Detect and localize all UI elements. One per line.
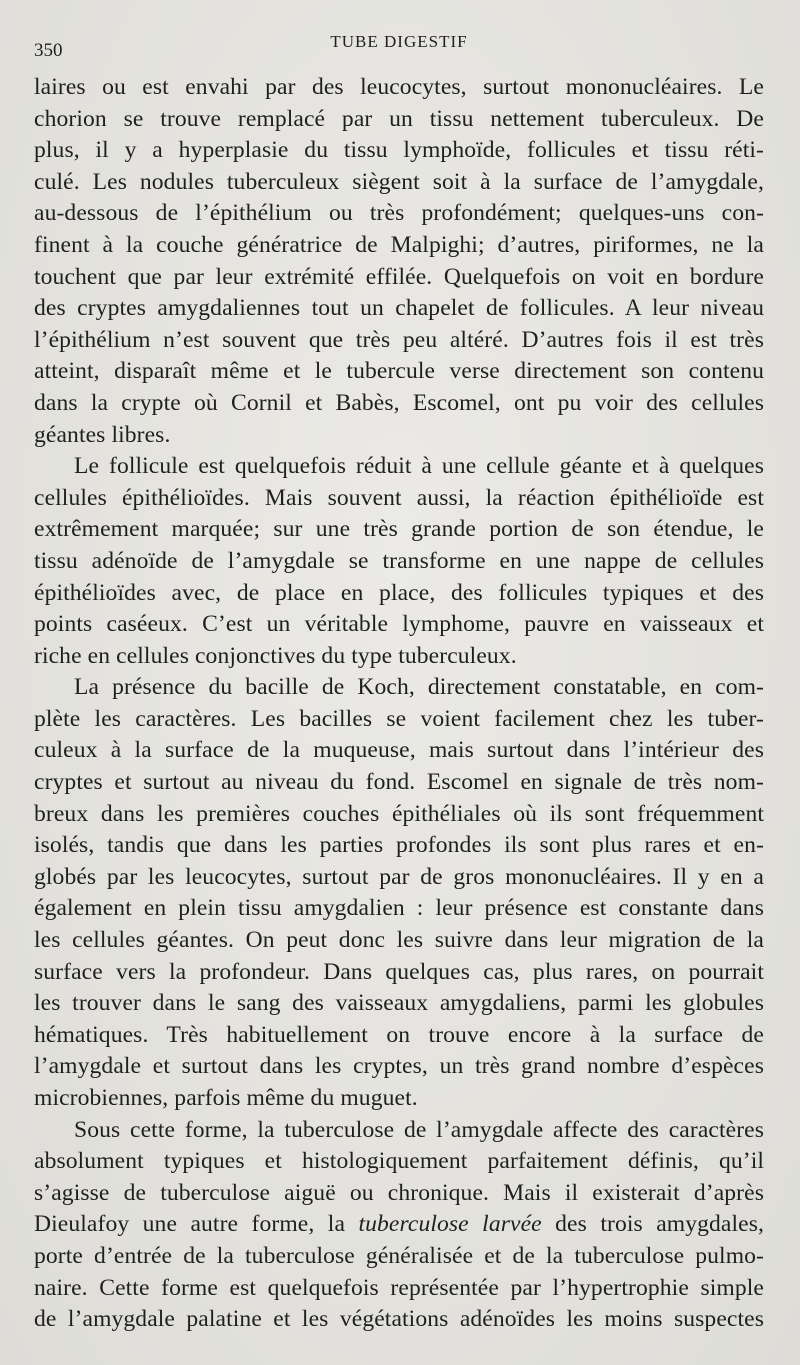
paragraph-3 <box>34 672 764 1114</box>
text-line: culeux à la surface de la muqueuse, mais surtout dans l’intérieur des <box>34 737 764 764</box>
text-line: La présence du bacille de Koch, directement constatable, en com- <box>74 674 764 701</box>
text-line: les trouver dans le sang des vaisseaux amygdaliens, parmi les globules <box>34 990 764 1017</box>
text-line: chorion se trouve remplacé par un tissu nettement tuberculeux. De <box>34 105 764 132</box>
text-line: laires ou est envahi par des leucocytes, surtout mononucléaires. Le <box>34 74 764 100</box>
text-line: dans la crypte où Cornil et Babès, Escomel, ont pu voir des cellules <box>34 389 764 416</box>
text-line: épithélioïdes avec, de place en place, des follicules typiques et des <box>34 579 764 606</box>
text-line: extrêmement marquée; sur une très grande portion de son étendue, le <box>34 516 764 543</box>
text-line: finent à la couche génératrice de Malpighi; d’autres, piriformes, ne la <box>34 231 764 258</box>
text-line: microbiennes, parfois même du muguet. <box>34 1085 418 1111</box>
text-line: breux dans les premières couches épithéliales où ils sont fréquemment <box>34 800 764 827</box>
text-line: plète les caractères. Les bacilles se voient facilement chez les tuber- <box>34 705 764 732</box>
text-line: l’épithélium n’est souvent que très peu altéré. D’autres fois il est très <box>34 326 764 353</box>
paragraph-1 <box>34 72 764 451</box>
text-line: les cellules géantes. On peut donc les suivre dans leur migration de la <box>34 927 764 954</box>
text-line: de l’amygdale palatine et les végétations adénoïdes les moins suspectes <box>34 1306 764 1333</box>
paragraph-2 <box>34 451 764 672</box>
text-line: Sous cette forme, la tuberculose de l’amygdale affecte des caractères <box>74 1116 764 1143</box>
text-line: porte d’entrée de la tuberculose généralisée et de la tuberculose pulmo- <box>34 1242 764 1269</box>
text-line: l’amygdale et surtout dans les cryptes, un très grand nombre d’espèces <box>34 1053 764 1080</box>
text-line: globés par les leucocytes, surtout par de gros mononucléaires. Il y en a <box>34 863 764 890</box>
text-line: culé. Les nodules tuberculeux siègent soit à la surface de l’amygdale, <box>34 168 764 195</box>
text-line: au-dessous de l’épithélium ou très profondément; quelques-uns con- <box>34 200 764 227</box>
text-line: touchent que par leur extrémité effilée. Quelquefois on voit en bordure <box>34 263 764 290</box>
text-segment: des trois amygdales, <box>541 1211 764 1238</box>
text-line: Le follicule est quelquefois réduit à une cellule géante et à quelques <box>74 453 764 480</box>
text-line-with-italic <box>34 1209 764 1241</box>
text-line: surface vers la profondeur. Dans quelques cas, plus rares, on pourrait <box>34 958 764 985</box>
text-line: isolés, tandis que dans les parties profondes ils sont plus rares et en- <box>34 832 764 859</box>
text-line: naire. Cette forme est quelquefois représentée par l’hypertrophie simple <box>34 1274 764 1301</box>
text-line: cellules épithélioïdes. Mais souvent aussi, la réaction épithélioïde est <box>34 484 764 511</box>
text-line: atteint, disparaît même et le tubercule verse directement son contenu <box>34 358 764 385</box>
text-line: cryptes et surtout au niveau du fond. Escomel en signale de très nom- <box>34 769 764 796</box>
text-segment: Dieulafoy une autre forme, la <box>34 1211 359 1238</box>
text-line: géantes libres. <box>34 421 171 448</box>
text-line: plus, il y a hyperplasie du tissu lymphoïde, follicules et tissu réti- <box>34 137 764 164</box>
running-head <box>34 32 764 62</box>
paragraph-4 <box>34 1115 764 1336</box>
running-title: TUBE DIGESTIF <box>330 32 468 51</box>
page-number: 350 <box>34 40 63 61</box>
text-line: tissu adénoïde de l’amygdale se transforme en une nappe de cellules <box>34 547 764 574</box>
italic-term: tuberculose larvée <box>358 1211 542 1238</box>
text-line: points caséeux. C’est un véritable lymphome, pauvre en vaisseaux et <box>34 611 764 638</box>
body-text <box>34 72 764 1336</box>
text-line: absolument typiques et histologiquement parfaitement définis, qu’il <box>34 1148 764 1175</box>
text-line: hématiques. Très habituellement on trouve encore à la surface de <box>34 1021 764 1048</box>
text-line: s’agisse de tuberculose aiguë ou chronique. Mais il existerait d’après <box>34 1179 764 1206</box>
text-line: également en plein tissu amygdalien : leur présence est constante dans <box>34 895 764 922</box>
text-line: des cryptes amygdaliennes tout un chapelet de follicules. A leur niveau <box>34 295 764 322</box>
text-line: riche en cellules conjonctives du type tuberculeux. <box>34 642 517 669</box>
